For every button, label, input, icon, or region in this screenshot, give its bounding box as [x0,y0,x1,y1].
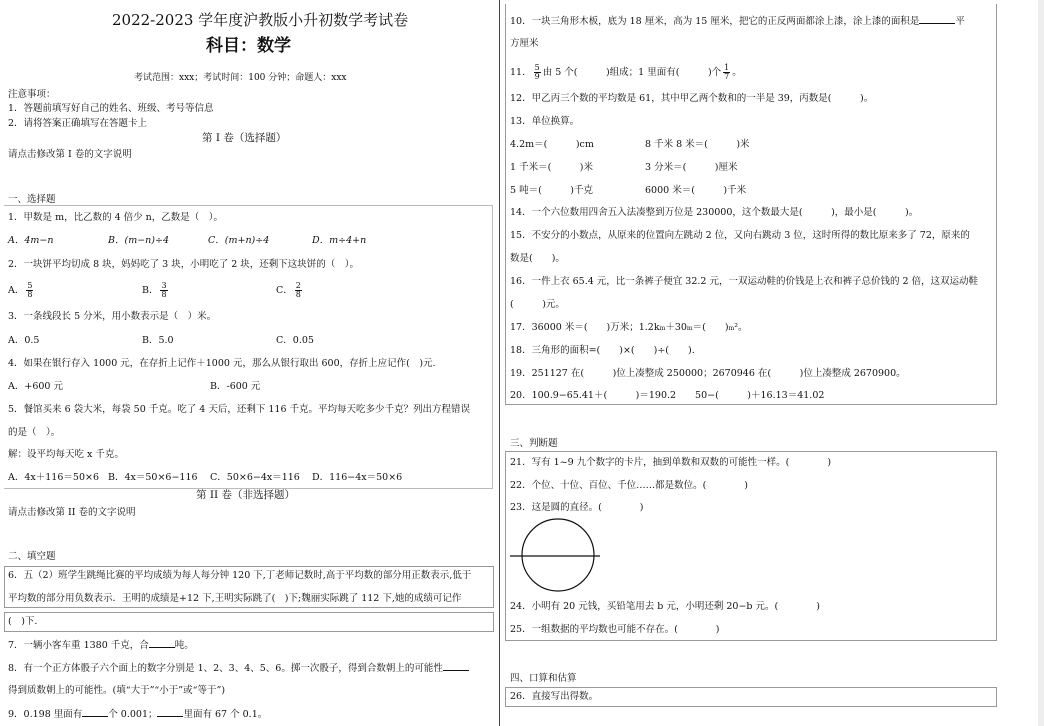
q2-option-c[interactable]: C． $\frac{2}{8}$ [276,281,301,299]
circle-outline [522,519,594,591]
q10-line2: 方厘米 [510,38,539,49]
q26: 26．直接写出得数。 [510,691,599,702]
q1-option-d[interactable]: D．m÷4+n [312,235,367,246]
part1-desc[interactable]: 请点击修改第 I 卷的文字说明 [8,149,132,160]
q6-line3: ( )下. [8,616,38,627]
section3-title: 三、判断题 [510,438,558,449]
q25: 25．一组数据的平均数也可能不存在。( ) [510,624,720,635]
section1-title: 一、选择题 [8,194,56,205]
left-column [0,0,495,726]
part2-title: 第 II 卷（非选择题） [196,489,295,501]
section1-box [4,205,493,489]
q13-r2a: 1 千米＝( )米 [510,162,593,173]
q1-option-c[interactable]: C．(m+n)÷4 [208,235,270,246]
q10-blank[interactable] [919,14,955,24]
q15-line1: 15．不安分的小数点，从原来的位置向左跳动 2 位，又向右跳动 3 位，这时所得的数比原来多了 72，原来的 [510,230,970,241]
q3-option-a[interactable]: A．0.5 [8,335,40,346]
q13-r3a: 5 吨＝( )千克 [510,185,593,196]
q2-stem: 2．一块饼平均切成 8 块，妈妈吃了 3 块，小明吃了 2 块，还剩下这块饼的（ ）。 [8,259,360,270]
q1-option-b[interactable]: B．(m−n)÷4 [108,235,169,246]
q1-stem: 1．甲数是 m，比乙数的 4 倍少 n，乙数是（ ）。 [8,212,224,223]
q9: 9．0.198 里面有 个 0.001； 里面有 67 个 0.1。 [8,709,268,720]
q16-line1: 16．一件上衣 65.4 元，比一条裤子便宜 32.2 元，一双运动鞋的价钱是上衣和裤子总价钱的 2 倍，这双运动鞋 [510,276,979,287]
note-1: 1．答题前填写好自己的姓名、班级、考号等信息 [8,103,214,114]
q5-option-c[interactable]: C．50×6−4x＝116 [210,472,300,483]
q12: 12．甲乙丙三个数的平均数是 61，其中甲乙两个数和的一半是 39，丙数是( )。 [510,93,874,104]
column-divider [499,0,500,726]
q10-line1: 10．一块三角形木板，底为 18 厘米，高为 15 厘米，把它的正反两面都涂上漆，涂上漆的面积是 平 [510,16,965,27]
q20: 20．100.9−65.41＋( )＝190.2 50−( )＋16.13＝41.02 [510,390,825,401]
q8-line1: 8．有一个正方体骰子六个面上的数字分别是 1、2、3、4、5、6。掷一次骰子，得到合数朝上的可能性 [8,661,469,675]
q15-line2: 数是( )。 [510,253,565,264]
q17: 17．36000 米＝( )万米；1.2km＋30m＝( )m²。 [510,322,748,333]
exam-info: 考试范围：xxx；考试时间：100 分钟；命题人：xxx [134,73,347,83]
q5-stem-line1: 5．餐馆买来 6 袋大米，每袋 50 千克。吃了 4 天后，还剩下 116 千克。平均每天吃多少千克？列出方程错误 [8,404,471,415]
exam-title: 2022-2023 学年度沪教版小升初数学考试卷 [112,11,409,29]
q3-stem: 3．一条线段长 5 分米，用小数表示是（ ）米。 [8,311,217,322]
q5-stem-line2: 的是（ ）。 [8,427,61,438]
q6-box-bottom [4,612,494,632]
q6-line2: 平均数的部分用负数表示．王明的成绩是+12 下,王明实际跳了( )下;魏丽实际跳了 112 下,她的成绩可记作 [8,593,462,604]
q13-r1b: 8 千米 8 米＝( )米 [645,139,750,150]
q13-stem: 13．单位换算。 [510,116,580,127]
notes-label: 注意事项： [8,89,56,100]
q9-blank-2[interactable] [157,707,183,717]
section2-title: 二、填空题 [8,551,56,562]
part1-title: 第 I 卷（选择题） [202,132,287,144]
right-column [503,0,1044,726]
q7: 7．一辆小客车重 1380 千克，合 吨。 [8,640,194,651]
q24: 24．小明有 20 元钱，买铅笔用去 b 元，小明还剩 20−b 元。( ) [510,601,820,612]
q1-option-a[interactable]: A．4m−n [8,235,54,246]
q8-blank[interactable] [443,661,469,671]
q16-line2: ( )元。 [510,299,565,310]
q4-stem: 4．如果在银行存入 1000 元，在存折上记作＋1000 元，那么从银行取出 600，存折上应记作( )元. [8,358,436,369]
q18: 18．三角形的面积=( )×( )÷( ). [510,345,695,356]
q5-option-b[interactable]: B．4x＝50×6−116 [108,472,198,483]
q22: 22．个位、十位、百位、千位……都是数位。( ) [510,480,749,491]
section4-title: 四、口算和估算 [510,673,577,684]
q8-line2: 得到质数朝上的可能性。(填“大于”“小于”或“等于”) [8,685,226,696]
q5-solution: 解：设平均每天吃 x 千克。 [8,449,124,460]
part2-desc[interactable]: 请点击修改第 II 卷的文字说明 [8,507,136,518]
q13-r3b: 6000 米＝( )千米 [645,185,747,196]
q14: 14．一个六位数用四舍五入法凑整到万位是 230000，这个数最大是( )，最小是( )。 [510,207,919,218]
exam-subject: 科目：数学 [206,36,291,56]
q4-option-a[interactable]: A．+600 元 [8,381,63,392]
q3-option-b[interactable]: B．5.0 [142,335,174,346]
q21: 21．写有 1~9 九个数字的卡片，抽到单数和双数的可能性一样。( ) [510,457,832,468]
q5-option-a[interactable]: A．4x＋116＝50×6 [8,472,99,483]
q13-r2b: 3 分米＝( )厘米 [645,162,738,173]
q5-option-d[interactable]: D．116−4x＝50×6 [312,472,403,483]
note-2: 2．请将答案正确填写在答题卡上 [8,118,148,129]
q19: 19．251127 在( )位上凑整成 250000；2670946 在( )位上凑整成 2670900。 [510,368,906,379]
q23: 23．这是圆的直径。( ) [510,502,644,513]
q9-blank-1[interactable] [82,707,108,717]
q11: 11． $\frac{5}{9}$ 由 5 个( )组成；1 里面有( )个 $\frac{1}{7}$ 。 [510,63,742,81]
circle-figure [510,516,602,594]
q3-option-c[interactable]: C．0.05 [276,335,314,346]
q6-line1: 6．五（2）班学生跳绳比赛的平均成绩为每人每分钟 120 下,丁老师记数时,高于平均数的部分用正数表示,低于 [8,570,472,581]
q2-option-b[interactable]: B． $\frac{3}{8}$ [142,281,167,299]
q7-blank[interactable] [149,638,175,648]
q4-option-b[interactable]: B．-600 元 [210,381,261,392]
q13-r1a: 4.2m＝( )cm [510,139,594,150]
q2-option-a[interactable]: A． $\frac{5}{8}$ [8,281,33,299]
